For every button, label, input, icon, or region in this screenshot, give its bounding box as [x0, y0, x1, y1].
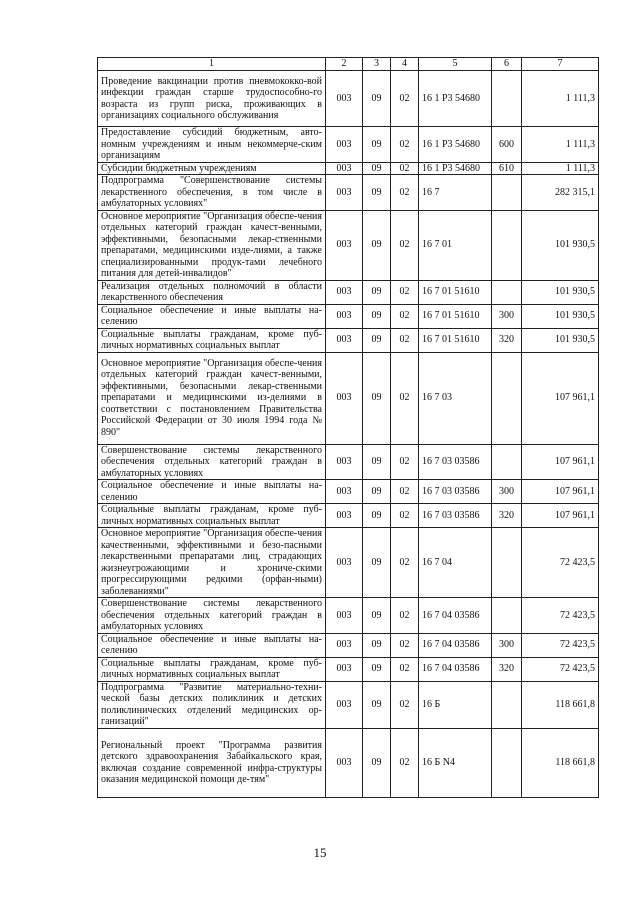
header-cell: 5 — [419, 58, 492, 71]
row-name-cell: Социальные выплаты гражданам, кроме пуб-личных нормативных социальных выплат — [98, 657, 326, 681]
row-section-cell: 09 — [363, 528, 391, 598]
row-code-cell: 003 — [326, 681, 363, 728]
table-row — [98, 71, 599, 127]
row-expense-type-cell: 300 — [492, 480, 522, 504]
row-section-cell: 09 — [363, 657, 391, 681]
table-row — [98, 657, 599, 681]
row-name-cell: Социальные выплаты гражданам, кроме пуб-личных нормативных социальных выплат — [98, 328, 326, 352]
row-amount-cell: 118 661,8 — [522, 728, 599, 797]
row-section-cell: 09 — [363, 175, 391, 211]
row-code-cell: 003 — [326, 71, 363, 127]
row-amount-cell: 72 423,5 — [522, 598, 599, 634]
row-expense-type-cell — [492, 528, 522, 598]
header-cell: 1 — [98, 58, 326, 71]
table-row — [98, 633, 599, 657]
row-code-cell: 003 — [326, 127, 363, 163]
row-name-cell: Предоставление субсидий бюджетным, авто-номным учреждениям и иным некоммерче-ским организациям — [98, 127, 326, 163]
header-row — [98, 58, 599, 71]
header-cell: 6 — [492, 58, 522, 71]
row-subsection-cell: 02 — [391, 162, 419, 175]
row-name-cell: Региональный проект "Программа развития детского здравоохранения Забайкальского края, включая создание современной инфра-структуры оказания медицинской помощи де-тям" — [98, 728, 326, 797]
row-target-cell: 16 7 04 03586 — [419, 657, 492, 681]
row-subsection-cell: 02 — [391, 280, 419, 304]
row-code-cell: 003 — [326, 328, 363, 352]
row-subsection-cell: 02 — [391, 71, 419, 127]
row-subsection-cell: 02 — [391, 352, 419, 444]
row-target-cell: 16 7 03 03586 — [419, 444, 492, 480]
row-code-cell: 003 — [326, 657, 363, 681]
row-section-cell: 09 — [363, 598, 391, 634]
table-row — [98, 528, 599, 598]
table-row — [98, 162, 599, 175]
row-subsection-cell: 02 — [391, 657, 419, 681]
row-amount-cell: 72 423,5 — [522, 633, 599, 657]
row-amount-cell: 1 111,3 — [522, 71, 599, 127]
row-section-cell: 09 — [363, 480, 391, 504]
row-name-cell: Совершенствование системы лекарственного обеспечения отдельных категорий граждан в амбулаторных условиях — [98, 598, 326, 634]
row-expense-type-cell: 320 — [492, 328, 522, 352]
table-row — [98, 444, 599, 480]
row-code-cell: 003 — [326, 304, 363, 328]
row-name-cell: Социальное обеспечение и иные выплаты на-селению — [98, 480, 326, 504]
row-target-cell: 16 7 01 51610 — [419, 328, 492, 352]
row-subsection-cell: 02 — [391, 504, 419, 528]
budget-table — [97, 57, 599, 798]
row-amount-cell: 1 111,3 — [522, 162, 599, 175]
row-target-cell: 16 1 P3 54680 — [419, 127, 492, 163]
row-section-cell: 09 — [363, 127, 391, 163]
row-section-cell: 09 — [363, 210, 391, 280]
row-name-cell: Реализация отдельных полномочий в области лекарственного обеспечения — [98, 280, 326, 304]
table-body — [98, 58, 599, 798]
row-section-cell: 09 — [363, 681, 391, 728]
table-row — [98, 280, 599, 304]
table-row — [98, 210, 599, 280]
row-name-cell: Подпрограмма "Совершенствование системы лекарственного обеспечения, в том числе в амбулаторных условиях" — [98, 175, 326, 211]
row-name-cell: Проведение вакцинации против пневмококко-вой инфекции граждан старше трудоспособно-го возраста из групп риска, проживающих в организациях социального обслуживания — [98, 71, 326, 127]
header-cell: 2 — [326, 58, 363, 71]
row-amount-cell: 1 111,3 — [522, 127, 599, 163]
row-section-cell: 09 — [363, 71, 391, 127]
row-amount-cell: 107 961,1 — [522, 352, 599, 444]
row-target-cell: 16 7 — [419, 175, 492, 211]
row-expense-type-cell — [492, 681, 522, 728]
row-code-cell: 003 — [326, 598, 363, 634]
row-expense-type-cell: 320 — [492, 657, 522, 681]
row-code-cell: 003 — [326, 633, 363, 657]
page-number: 15 — [313, 845, 327, 860]
row-section-cell: 09 — [363, 504, 391, 528]
table-row — [98, 728, 599, 797]
row-subsection-cell: 02 — [391, 480, 419, 504]
row-expense-type-cell: 610 — [492, 162, 522, 175]
row-amount-cell: 282 315,1 — [522, 175, 599, 211]
row-subsection-cell: 02 — [391, 175, 419, 211]
row-target-cell: 16 7 04 03586 — [419, 598, 492, 634]
row-amount-cell: 101 930,5 — [522, 280, 599, 304]
row-expense-type-cell — [492, 280, 522, 304]
row-name-cell: Социальное обеспечение и иные выплаты на-селению — [98, 304, 326, 328]
row-target-cell: 16 7 01 51610 — [419, 280, 492, 304]
row-target-cell: 16 Б — [419, 681, 492, 728]
row-name-cell: Совершенствование системы лекарственного обеспечения отдельных категорий граждан в амбулаторных условиях — [98, 444, 326, 480]
row-subsection-cell: 02 — [391, 528, 419, 598]
row-section-cell: 09 — [363, 444, 391, 480]
row-name-cell: Основное мероприятие "Организация обеспе-чения отдельных категорий граждан качест-венными, эффективными, безопасными лекар-ственными препаратами и медицинскими из-делиями в соответствии с постановлением Правительства Российской Федерации от 30 июля 1994 года № 890" — [98, 352, 326, 444]
row-target-cell: 16 7 03 03586 — [419, 480, 492, 504]
table-row — [98, 598, 599, 634]
table-row — [98, 352, 599, 444]
table-row — [98, 175, 599, 211]
row-target-cell: 16 Б N4 — [419, 728, 492, 797]
row-code-cell: 003 — [326, 210, 363, 280]
row-subsection-cell: 02 — [391, 598, 419, 634]
row-code-cell: 003 — [326, 480, 363, 504]
row-expense-type-cell: 300 — [492, 304, 522, 328]
row-name-cell: Социальное обеспечение и иные выплаты на-селению — [98, 633, 326, 657]
row-target-cell: 16 7 01 51610 — [419, 304, 492, 328]
row-amount-cell: 72 423,5 — [522, 657, 599, 681]
row-code-cell: 003 — [326, 352, 363, 444]
row-subsection-cell: 02 — [391, 444, 419, 480]
row-section-cell: 09 — [363, 304, 391, 328]
row-name-cell: Социальные выплаты гражданам, кроме пуб-личных нормативных социальных выплат — [98, 504, 326, 528]
row-amount-cell: 101 930,5 — [522, 304, 599, 328]
row-expense-type-cell — [492, 728, 522, 797]
row-expense-type-cell — [492, 175, 522, 211]
table-row — [98, 328, 599, 352]
row-code-cell: 003 — [326, 728, 363, 797]
table-row — [98, 681, 599, 728]
row-code-cell: 003 — [326, 280, 363, 304]
row-name-cell: Подпрограмма "Развитие материально-техни-ческой базы детских поликлиник и детских поликлинических отделений медицинских ор-ганизаций" — [98, 681, 326, 728]
row-name-cell: Субсидии бюджетным учреждениям — [98, 162, 326, 175]
row-section-cell: 09 — [363, 633, 391, 657]
row-expense-type-cell — [492, 352, 522, 444]
row-section-cell: 09 — [363, 280, 391, 304]
header-cell: 7 — [522, 58, 599, 71]
row-subsection-cell: 02 — [391, 681, 419, 728]
header-cell: 3 — [363, 58, 391, 71]
row-subsection-cell: 02 — [391, 328, 419, 352]
row-target-cell: 16 7 04 03586 — [419, 633, 492, 657]
row-amount-cell: 107 961,1 — [522, 504, 599, 528]
row-amount-cell: 101 930,5 — [522, 210, 599, 280]
row-section-cell: 09 — [363, 728, 391, 797]
row-name-cell: Основное мероприятие "Организация обеспе-чения качественными, эффективными и безо-пасными лекарственными препаратами лиц, страдающих жизнеугрожающими и хрониче-скими прогрессирующими редкими (орфан-ными) заболеваниями" — [98, 528, 326, 598]
row-name-cell: Основное мероприятие "Организация обеспе-чения отдельных категорий граждан качест-венными, эффективными, безопасными лекар-ственными препаратами, медицинскими изде-лиями, а также специализированными продук-тами лечебного питания для детей-инвалидов" — [98, 210, 326, 280]
row-code-cell: 003 — [326, 504, 363, 528]
row-target-cell: 16 7 03 — [419, 352, 492, 444]
row-expense-type-cell — [492, 444, 522, 480]
row-expense-type-cell: 320 — [492, 504, 522, 528]
table-row — [98, 480, 599, 504]
header-cell: 4 — [391, 58, 419, 71]
row-subsection-cell: 02 — [391, 728, 419, 797]
row-code-cell: 003 — [326, 175, 363, 211]
row-section-cell: 09 — [363, 162, 391, 175]
row-subsection-cell: 02 — [391, 304, 419, 328]
row-section-cell: 09 — [363, 352, 391, 444]
row-amount-cell: 72 423,5 — [522, 528, 599, 598]
table-row — [98, 504, 599, 528]
row-amount-cell: 101 930,5 — [522, 328, 599, 352]
row-amount-cell: 107 961,1 — [522, 480, 599, 504]
row-subsection-cell: 02 — [391, 210, 419, 280]
row-expense-type-cell: 300 — [492, 633, 522, 657]
row-target-cell: 16 7 03 03586 — [419, 504, 492, 528]
row-amount-cell: 107 961,1 — [522, 444, 599, 480]
row-section-cell: 09 — [363, 328, 391, 352]
row-code-cell: 003 — [326, 162, 363, 175]
row-expense-type-cell — [492, 598, 522, 634]
table-row — [98, 304, 599, 328]
row-target-cell: 16 7 04 — [419, 528, 492, 598]
row-expense-type-cell — [492, 71, 522, 127]
row-target-cell: 16 1 P3 54680 — [419, 162, 492, 175]
table-row — [98, 127, 599, 163]
row-target-cell: 16 7 01 — [419, 210, 492, 280]
row-code-cell: 003 — [326, 528, 363, 598]
row-subsection-cell: 02 — [391, 127, 419, 163]
row-subsection-cell: 02 — [391, 633, 419, 657]
row-code-cell: 003 — [326, 444, 363, 480]
row-target-cell: 16 1 P3 54680 — [419, 71, 492, 127]
row-amount-cell: 118 661,8 — [522, 681, 599, 728]
row-expense-type-cell — [492, 210, 522, 280]
row-expense-type-cell: 600 — [492, 127, 522, 163]
